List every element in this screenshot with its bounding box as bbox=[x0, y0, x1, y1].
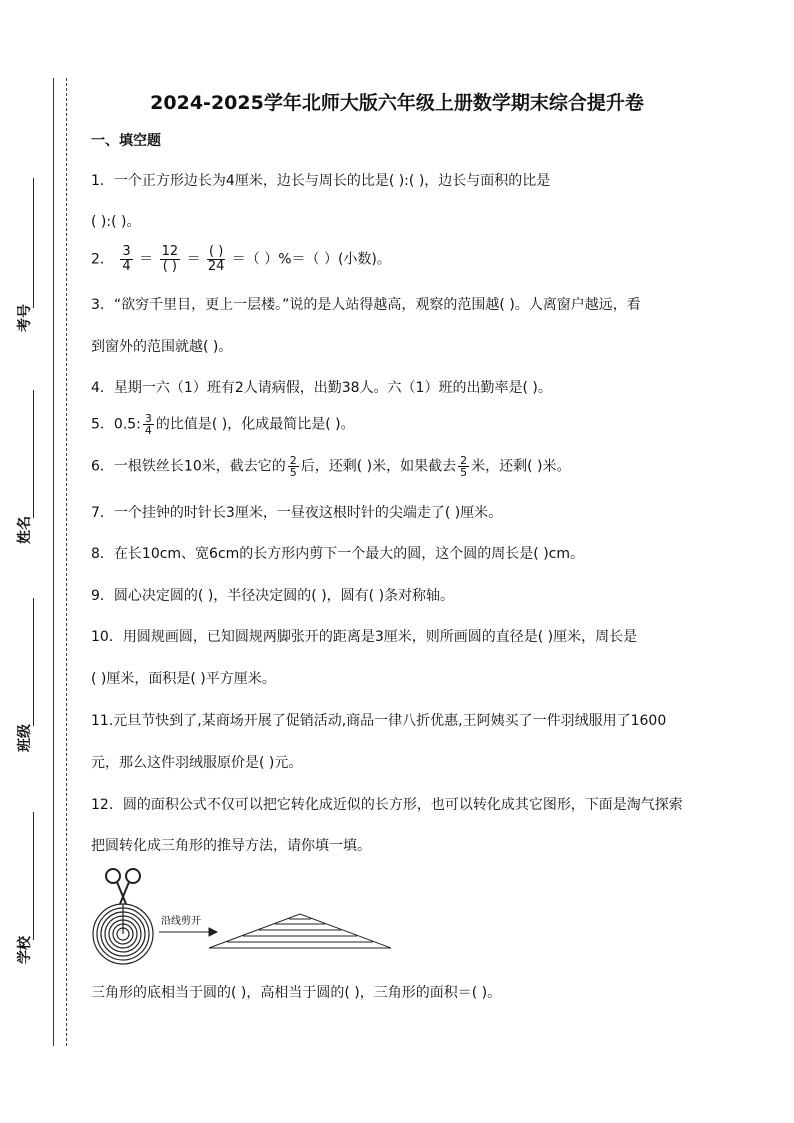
question-12-line-3: 三角形的底相当于圆的( )，高相当于圆的( )，三角形的面积＝( )。 bbox=[91, 985, 502, 1001]
arrow-right-icon bbox=[159, 928, 217, 936]
q2-equals-2: ＝ bbox=[186, 251, 201, 268]
question-2 bbox=[91, 245, 391, 274]
circle-to-triangle-figure bbox=[91, 862, 401, 972]
concentric-circles-icon bbox=[93, 904, 153, 964]
question-1-line-2: ( ):( )。 bbox=[91, 214, 141, 230]
question-8: 8．在长10cm、宽6cm的长方形内剪下一个最大的圆，这个圆的周长是( )cm。 bbox=[91, 546, 585, 562]
binding-line-dashed bbox=[66, 78, 67, 1046]
question-10-line-1: 10．用圆规画圆，已知圆规两脚张开的距离是3厘米，则所画圆的直径是( )厘米，周长是 bbox=[91, 629, 638, 645]
q2-f3-denominator: 24 bbox=[207, 259, 225, 274]
q2-f2-numerator: 12 bbox=[161, 244, 179, 259]
q5-suffix: 的比值是( )，化成最简比是( )。 bbox=[155, 416, 355, 433]
section-heading: 一、填空题 bbox=[91, 133, 161, 149]
name-blank bbox=[33, 390, 34, 518]
q5-denominator: 4 bbox=[144, 424, 152, 437]
q2-f2-denominator: ( ) bbox=[162, 259, 177, 274]
q5-prefix: 5．0.5: bbox=[91, 416, 141, 433]
arrow-label: 沿线剪开 bbox=[161, 916, 201, 927]
question-11-line-2: 元，那么这件羽绒服原价是( )元。 bbox=[91, 755, 303, 771]
q6-fraction-2 bbox=[458, 455, 469, 478]
question-3-line-2: 到窗外的范围就越( )。 bbox=[91, 339, 233, 355]
q2-f1-denominator: 4 bbox=[122, 259, 131, 274]
q2-fraction-2 bbox=[160, 245, 181, 274]
name-label: 姓名 bbox=[17, 516, 33, 544]
question-3-line-1: 3．“欲穷千里目，更上一层楼。”说的是人站得越高，观察的范围越( )。人离窗户越远，看 bbox=[91, 297, 641, 313]
question-4: 4．星期一六（1）班有2人请病假，出勤38人。六（1）班的出勤率是( )。 bbox=[91, 380, 552, 396]
q2-number: 2． bbox=[91, 251, 114, 268]
q2-f3-numerator: ( ) bbox=[209, 244, 224, 259]
q6-prefix: 6．一根铁丝长10米，截去它的 bbox=[91, 458, 286, 475]
q2-fraction-1 bbox=[120, 245, 132, 274]
q6-f2-denominator: 5 bbox=[460, 466, 468, 479]
q6-f1-numerator: 2 bbox=[289, 454, 297, 467]
scissors-icon bbox=[106, 869, 140, 904]
q6-suffix: 米，还剩( )米。 bbox=[471, 458, 571, 475]
q2-tail: ＝（ ）%＝（ ）(小数)。 bbox=[231, 251, 391, 268]
question-11-line-1: 11.元旦节快到了,某商场开展了促销活动,商品一律八折优惠,王阿姨买了一件羽绒服用了1600 bbox=[91, 713, 667, 729]
q6-middle: 后，还剩( )米，如果截去 bbox=[300, 458, 457, 475]
question-6 bbox=[91, 455, 570, 478]
figure-drawing bbox=[91, 862, 401, 972]
q2-f1-numerator: 3 bbox=[122, 244, 131, 259]
exam-number-label: 考号 bbox=[17, 304, 33, 332]
q5-numerator: 3 bbox=[144, 412, 152, 425]
question-1-line-1: 1．一个正方形边长为4厘米，边长与周长的比是( ):( )，边长与面积的比是 bbox=[91, 173, 551, 189]
q2-equals-1: ＝ bbox=[139, 251, 154, 268]
question-10-line-2: ( )厘米，面积是( )平方厘米。 bbox=[91, 671, 276, 687]
question-12-line-2: 把圆转化成三角形的推导方法，请你填一填。 bbox=[91, 838, 371, 854]
page-title: 2024-2025学年北师大版六年级上册数学期末综合提升卷 bbox=[150, 92, 644, 114]
exam-number-blank bbox=[33, 178, 34, 308]
q6-f1-denominator: 5 bbox=[289, 466, 297, 479]
question-12-line-1: 12．圆的面积公式不仅可以把它转化成近似的长方形，也可以转化成其它图形，下面是淘气探索 bbox=[91, 797, 683, 813]
school-blank bbox=[33, 812, 34, 940]
question-9: 9．圆心决定圆的( )，半径决定圆的( )，圆有( )条对称轴。 bbox=[91, 588, 455, 604]
q5-fraction bbox=[143, 413, 154, 436]
question-5 bbox=[91, 413, 355, 436]
class-blank bbox=[33, 598, 34, 726]
school-label: 学校 bbox=[17, 936, 33, 964]
q6-fraction-1 bbox=[288, 455, 299, 478]
binding-line-solid bbox=[53, 78, 54, 1046]
question-7: 7．一个挂钟的时针长3厘米，一昼夜这根时针的尖端走了( )厘米。 bbox=[91, 505, 503, 521]
striped-triangle-icon bbox=[209, 914, 391, 948]
class-label: 班级 bbox=[17, 724, 33, 752]
q6-f2-numerator: 2 bbox=[460, 454, 468, 467]
q2-fraction-3 bbox=[207, 245, 225, 274]
